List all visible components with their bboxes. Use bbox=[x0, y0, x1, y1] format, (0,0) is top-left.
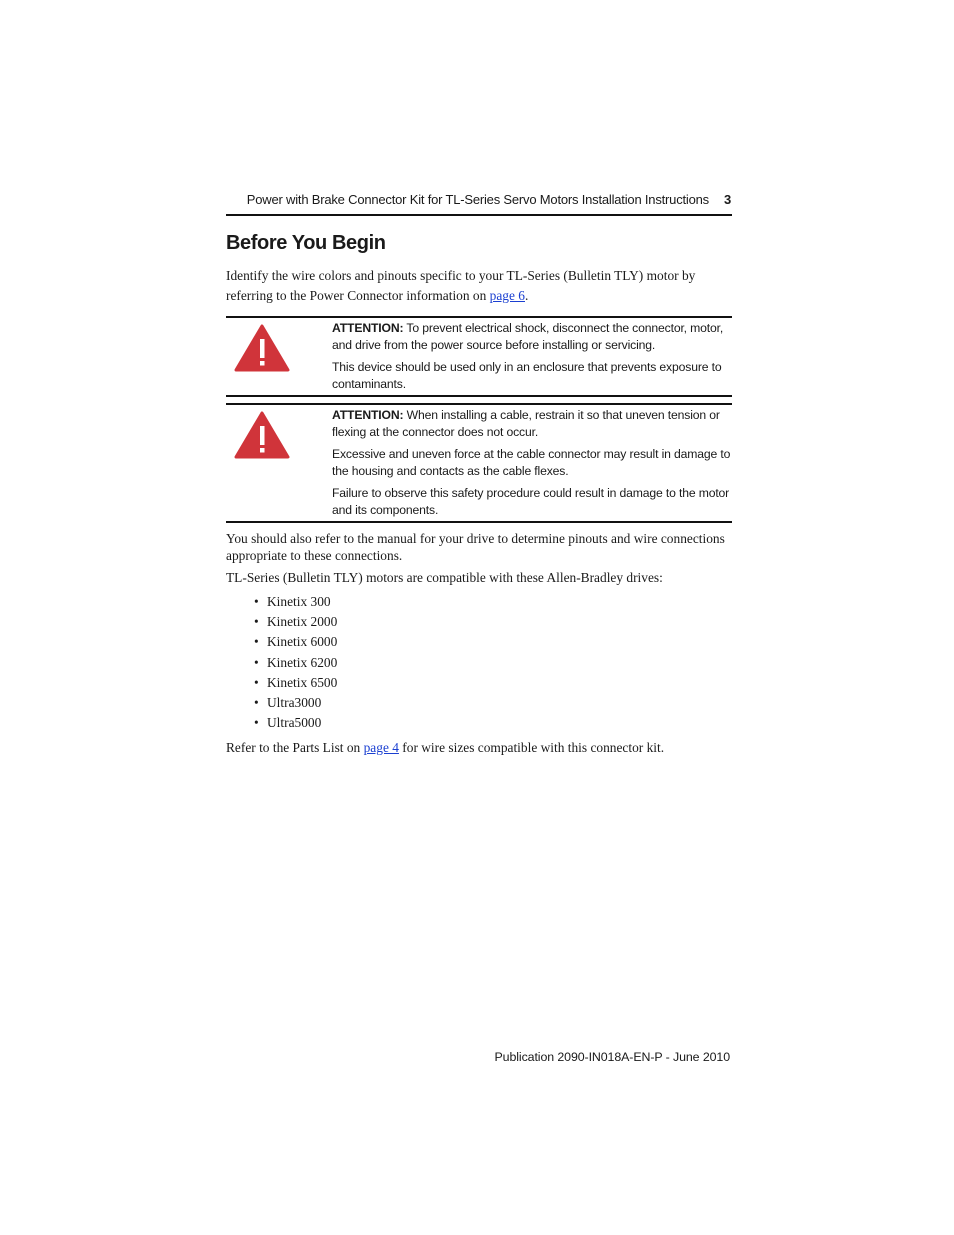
drive-name: Kinetix 6000 bbox=[267, 634, 338, 650]
attention-text bbox=[332, 407, 732, 524]
list-item bbox=[254, 693, 337, 713]
attention-label: ATTENTION: bbox=[332, 408, 404, 422]
drive-name: Kinetix 6200 bbox=[267, 654, 338, 670]
bullet: • bbox=[254, 614, 259, 630]
attention-message: Excessive and uneven force at the cable connector may result in damage to the housing and contacts as the cable flexes. bbox=[332, 447, 731, 478]
drive-name: Kinetix 2000 bbox=[267, 614, 338, 630]
header-rule bbox=[226, 214, 732, 216]
attention-box-shock bbox=[226, 316, 732, 397]
bullet: • bbox=[254, 594, 259, 609]
header-title: Power with Brake Connector Kit for TL-Series Servo Motors Installation Instructions bbox=[246, 192, 709, 207]
list-item bbox=[254, 673, 337, 693]
intro-text-end: . bbox=[524, 288, 529, 303]
compatible-drives-paragraph: TL-Series (Bulletin TLY) motors are compatible with these Allen-Bradley drives: bbox=[226, 570, 663, 585]
bullet: • bbox=[254, 694, 259, 710]
list-item bbox=[254, 713, 337, 733]
list-item bbox=[254, 653, 337, 673]
bullet: • bbox=[254, 654, 259, 670]
running-header bbox=[226, 192, 731, 207]
drive-name: Kinetix 300 bbox=[267, 594, 331, 609]
drive-manual-paragraph: You should also refer to the manual for your drive to determine pinouts and wire connections appropriate to these connections. bbox=[226, 531, 725, 563]
bullet: • bbox=[254, 674, 259, 690]
intro-text: Identify the wire colors and pinouts specific to your TL-Series (Bulletin TLY) motor by referring to the Power Connector information on bbox=[226, 268, 696, 303]
attention-label: ATTENTION: bbox=[332, 321, 404, 335]
attention-box-cable bbox=[226, 403, 732, 523]
bullet: • bbox=[254, 634, 259, 650]
parts-text: Refer to the Parts List on bbox=[226, 740, 364, 755]
list-item bbox=[254, 592, 337, 612]
attention-message: This device should be used only in an enclosure that prevents exposure to contaminants. bbox=[332, 360, 722, 391]
bullet: • bbox=[254, 715, 259, 731]
drive-name: Kinetix 6500 bbox=[267, 674, 338, 690]
warning-triangle-icon bbox=[234, 323, 290, 373]
intro-paragraph bbox=[226, 266, 716, 306]
attention-text bbox=[332, 320, 732, 398]
parts-list-paragraph bbox=[226, 738, 726, 758]
page-6-link[interactable]: page 6 bbox=[489, 288, 525, 303]
attention-message: Failure to observe this safety procedure could result in damage to the motor and its components. bbox=[332, 486, 730, 517]
drive-name: Ultra3000 bbox=[267, 694, 322, 710]
page-title: Before You Begin bbox=[226, 232, 386, 254]
page-4-link[interactable]: page 4 bbox=[363, 740, 399, 755]
publication-footer: Publication 2090-IN018A-EN-P - June 2010 bbox=[494, 1050, 730, 1064]
list-item bbox=[254, 632, 337, 652]
attention-message: To prevent electrical shock, disconnect the connector, motor, and drive from the power source before installing or servicing. bbox=[332, 321, 724, 352]
attention-message: When installing a cable, restrain it so that uneven tension or flexing at the connector does not occur. bbox=[332, 408, 720, 439]
drive-name: Ultra5000 bbox=[267, 715, 322, 731]
parts-text-end: for wire sizes compatible with this connector kit. bbox=[398, 740, 665, 755]
page-number: 3 bbox=[723, 192, 731, 207]
warning-triangle-icon bbox=[234, 410, 290, 460]
drive-list bbox=[254, 592, 337, 733]
list-item bbox=[254, 612, 337, 632]
